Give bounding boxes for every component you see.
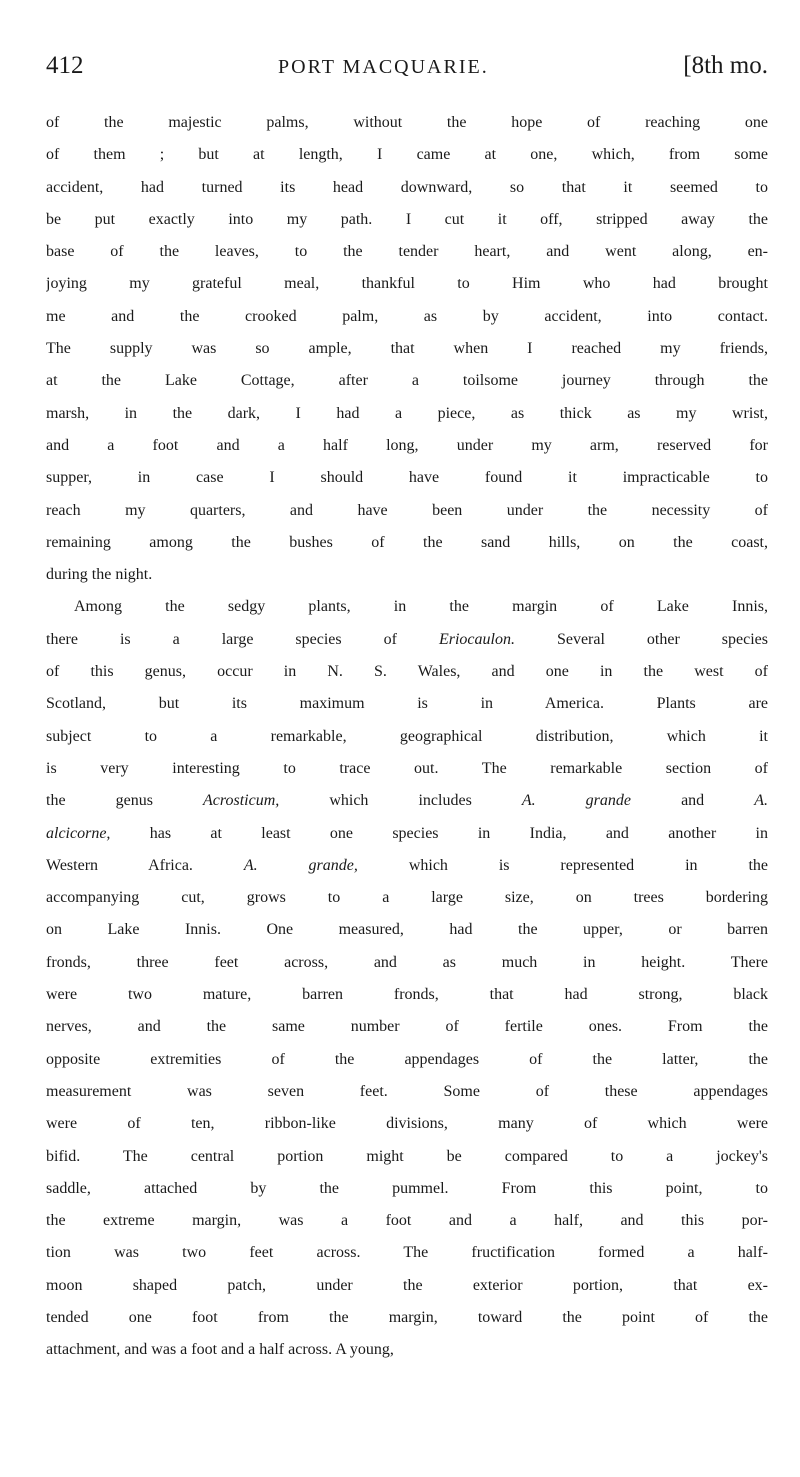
text-run: were two mature, barren fronds, that had strong, black	[46, 986, 768, 1004]
text-run: tion was two feet across. The fructification formed a half-	[46, 1244, 768, 1262]
text-line: me and the crooked palm, as by accident, into contact.	[46, 307, 768, 325]
text-run: the genus	[46, 792, 203, 810]
text-run: is very interesting to trace out. The remarkable section of	[46, 759, 768, 777]
text-run: has at least one species in India, and another in	[110, 824, 768, 842]
text-run: Among the sedgy plants, in the margin of Lake Innis,	[74, 598, 768, 616]
text-line: reach my quarters, and have been under the necessity of	[46, 501, 768, 519]
text-run: saddle, attached by the pummel. From this point, to	[46, 1179, 768, 1197]
text-run: fronds, three feet across, and as much in height. There	[46, 953, 768, 971]
text-line	[46, 1244, 768, 1276]
text-line: accident, had turned its head downward, so that it seemed to	[46, 178, 768, 196]
text-run: moon shaped patch, under the exterior portion, that ex-	[46, 1276, 768, 1294]
italic-term: Eriocaulon.	[438, 630, 515, 648]
text-run: the extreme margin, was a foot and a half, and this por-	[46, 1212, 768, 1230]
italic-term: alcicorne,	[46, 824, 111, 842]
italic-term: A. grande,	[243, 856, 358, 874]
text-line	[46, 857, 768, 889]
text-line: of them ; but at length, I came at one, which, from some	[46, 146, 768, 164]
paragraph-2	[46, 598, 768, 1373]
text-run: Several other species	[514, 630, 768, 648]
text-line	[46, 1083, 768, 1115]
text-line: remaining among the bushes of the sand hills, on the coast,	[46, 533, 768, 551]
text-line	[46, 1277, 768, 1309]
text-line: be put exactly into my path. I cut it off, stripped away the	[46, 210, 768, 228]
text-run: bifid. The central portion might be compared to a jockey's	[46, 1147, 768, 1165]
text-run: Scotland, but its maximum is in America. Plants are	[46, 695, 768, 713]
text-line	[46, 1051, 768, 1083]
text-line: marsh, in the dark, I had a piece, as thick as my wrist,	[46, 404, 768, 422]
body-text	[46, 114, 768, 1374]
page-header	[46, 52, 768, 92]
text-run: measurement was seven feet. Some of these appendages	[46, 1082, 768, 1100]
italic-term: A. grande	[521, 792, 632, 810]
text-line: supper, in case I should have found it impracticable to	[46, 469, 768, 487]
text-line	[46, 889, 768, 921]
text-run: which includes	[279, 792, 522, 810]
text-line	[46, 954, 768, 986]
text-line	[46, 986, 768, 1018]
text-line	[46, 1115, 768, 1147]
text-line: of the majestic palms, without the hope of reaching one	[46, 114, 768, 131]
text-run: tended one foot from the margin, toward the point of the	[46, 1308, 768, 1326]
text-run: which is represented in the	[357, 856, 768, 874]
paragraph-1	[46, 114, 768, 598]
page-number: 412	[46, 52, 84, 79]
text-line	[46, 631, 768, 663]
text-run: subject to a remarkable, geographical distribution, which it	[46, 727, 768, 745]
text-line	[46, 1180, 768, 1212]
text-line	[46, 598, 768, 630]
text-run: were of ten, ribbon-like divisions, many of which were	[46, 1115, 768, 1133]
text-line	[46, 1148, 768, 1180]
text-line	[46, 1212, 768, 1244]
text-run: attachment, and was a foot and a half across. A young,	[46, 1341, 394, 1359]
section-marker: [8th mo.	[683, 52, 768, 79]
text-line: The supply was so ample, that when I reached my friends,	[46, 340, 768, 358]
text-line	[46, 1341, 768, 1373]
text-line: at the Lake Cottage, after a toilsome journey through the	[46, 372, 768, 390]
text-line	[46, 825, 768, 857]
text-run: opposite extremities of the appendages of the latter, the	[46, 1050, 768, 1068]
running-title: PORT MACQUARIE.	[278, 56, 489, 78]
text-line	[46, 792, 768, 824]
text-line	[46, 1018, 768, 1050]
italic-term: A.	[754, 792, 768, 810]
text-line	[46, 921, 768, 953]
text-line	[46, 695, 768, 727]
text-run: of this genus, occur in N. S. Wales, and one in the west of	[46, 663, 768, 681]
text-run: and	[631, 792, 755, 810]
text-line	[46, 760, 768, 792]
text-run: nerves, and the same number of fertile ones. From the	[46, 1018, 768, 1036]
text-run: on Lake Innis. One measured, had the upper, or barren	[46, 921, 768, 939]
text-line	[46, 728, 768, 760]
text-line: and a foot and a half long, under my arm, reserved for	[46, 436, 768, 454]
text-line: during the night.	[46, 566, 153, 584]
text-line	[46, 1309, 768, 1341]
book-page	[46, 52, 768, 1374]
text-line	[46, 663, 768, 695]
text-line: joying my grateful meal, thankful to Him who had brought	[46, 275, 768, 293]
italic-term: Acrosticum,	[202, 792, 280, 810]
text-run: Western Africa.	[46, 856, 244, 874]
text-line: base of the leaves, to the tender heart, and went along, en-	[46, 243, 768, 261]
text-run: there is a large species of	[46, 630, 439, 648]
text-run: accompanying cut, grows to a large size, on trees bordering	[46, 889, 768, 907]
